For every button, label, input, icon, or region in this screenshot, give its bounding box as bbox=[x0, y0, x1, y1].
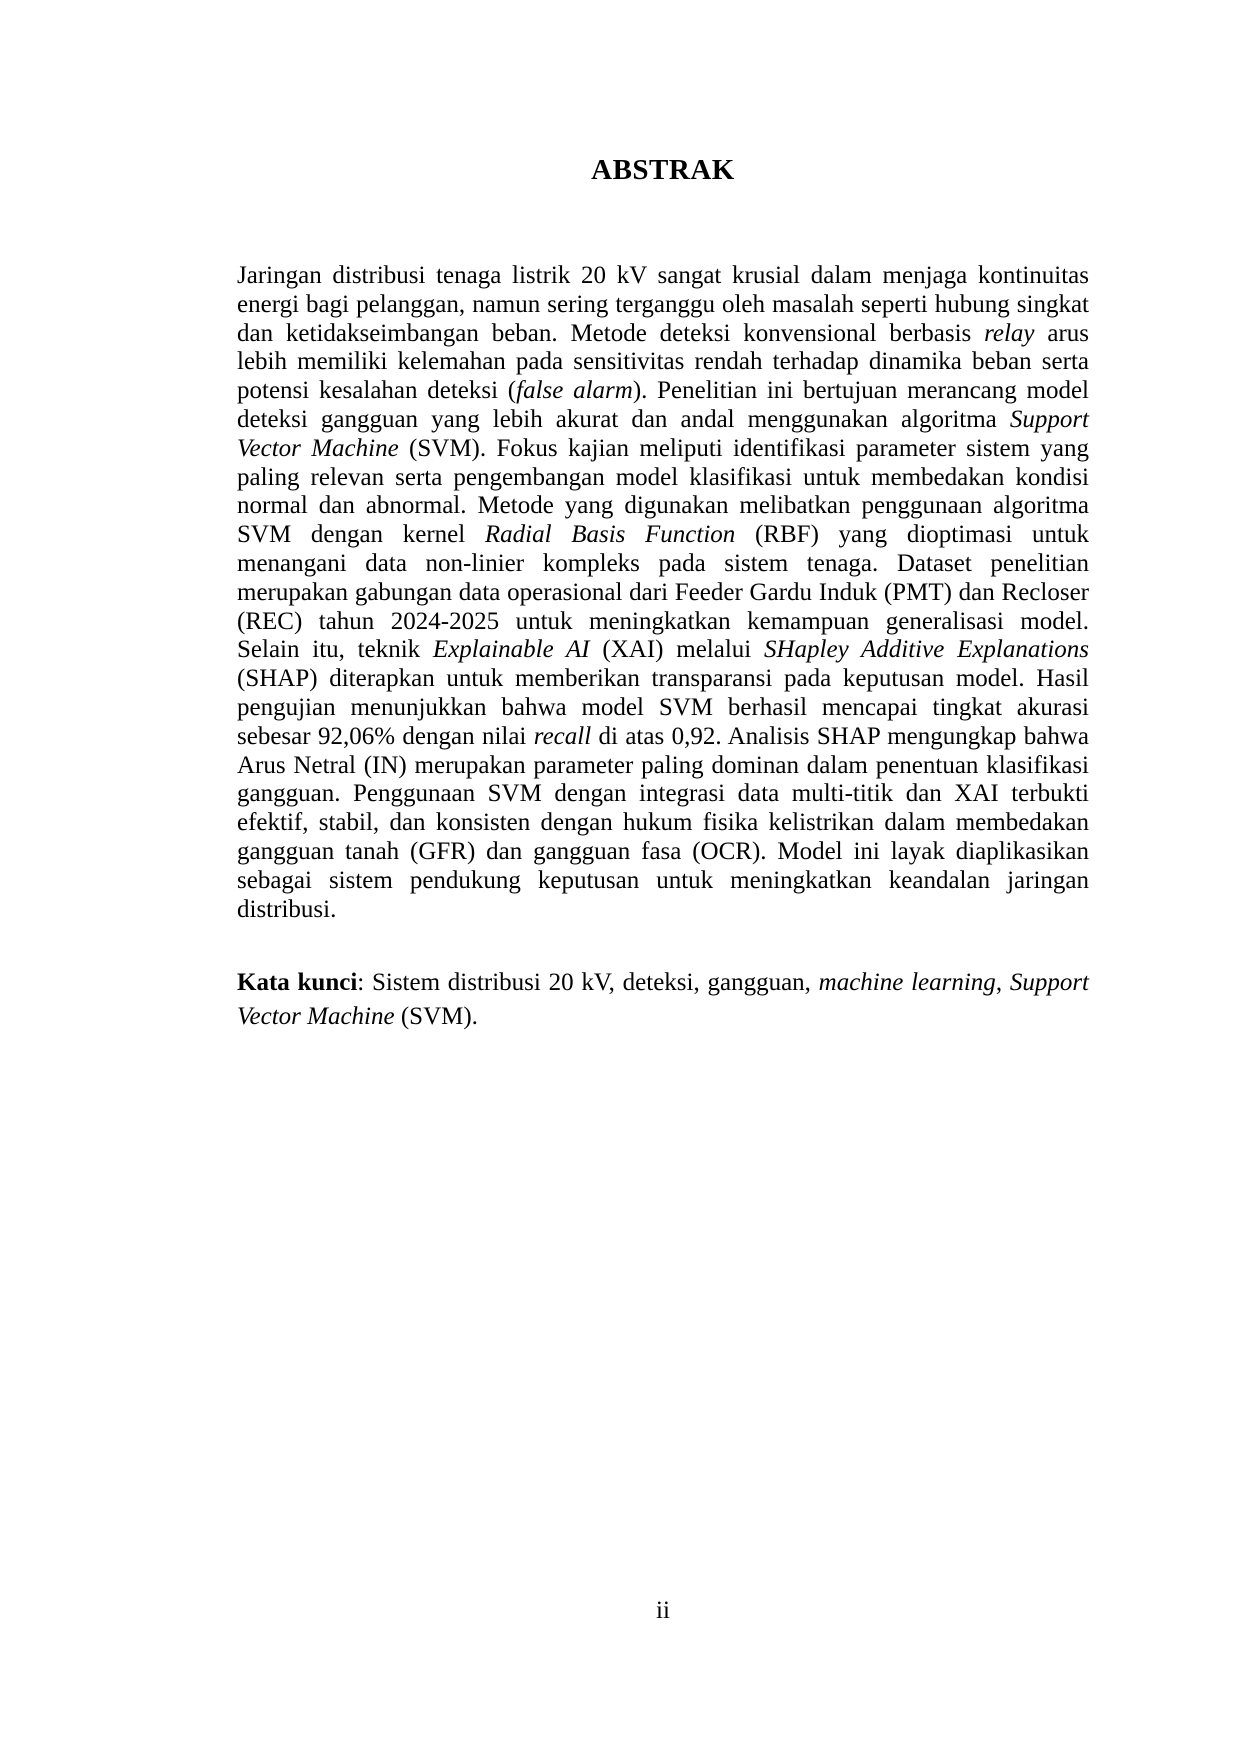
keywords-text: : Sistem distribusi 20 kV, deteksi, gangguan, machine learning, Support Vector Machine (SVM). bbox=[237, 969, 1089, 1030]
abstract-paragraph: Jaringan distribusi tenaga listrik 20 kV sangat krusial dalam menjaga kontinuitas energi bagi pelanggan, namun sering terganggu oleh masalah seperti hubung singkat dan ketidakseimbangan beban. Metode deteksi konvensional berbasis relay arus lebih memiliki kelemahan pada sensitivitas rendah terhadap dinamika beban serta potensi kesalahan deteksi (false alarm). Penelitian ini bertujuan merancang model deteksi gangguan yang lebih akurat dan andal menggunakan algoritma Support Vector Machine (SVM). Fokus kajian meliputi identifikasi parameter sistem yang paling relevan serta pengembangan model klasifikasi untuk membedakan kondisi normal dan abnormal. Metode yang digunakan melibatkan penggunaan algoritma SVM dengan kernel Radial Basis Function (RBF) yang dioptimasi untuk menangani data non-linier kompleks pada sistem tenaga. Dataset penelitian merupakan gabungan data operasional dari Feeder Gardu Induk (PMT) dan Recloser (REC) tahun 2024-2025 untuk meningkatkan kemampuan generalisasi model. Selain itu, teknik Explainable AI (XAI) melalui SHapley Additive Explanations (SHAP) diterapkan untuk memberikan transparansi pada keputusan model. Hasil pengujian menunjukkan bahwa model SVM berhasil mencapai tingkat akurasi sebesar 92,06% dengan nilai recall di atas 0,92. Analisis SHAP mengungkap bahwa Arus Netral (IN) merupakan parameter paling dominan dalam penentuan klasifikasi gangguan. Penggunaan SVM dengan integrasi data multi-titik dan XAI terbukti efektif, stabil, dan konsisten dengan hukum fisika kelistrikan dalam membedakan gangguan tanah (GFR) dan gangguan fasa (OCR). Model ini layak diaplikasikan sebagai sistem pendukung keputusan untuk meningkatkan keandalan jaringan distribusi. bbox=[237, 262, 1090, 923]
keywords-label: Kata kunci bbox=[237, 969, 358, 996]
keywords-paragraph bbox=[237, 966, 1089, 1034]
page-number: ii bbox=[656, 1597, 670, 1624]
page-title: ABSTRAK bbox=[591, 154, 735, 186]
